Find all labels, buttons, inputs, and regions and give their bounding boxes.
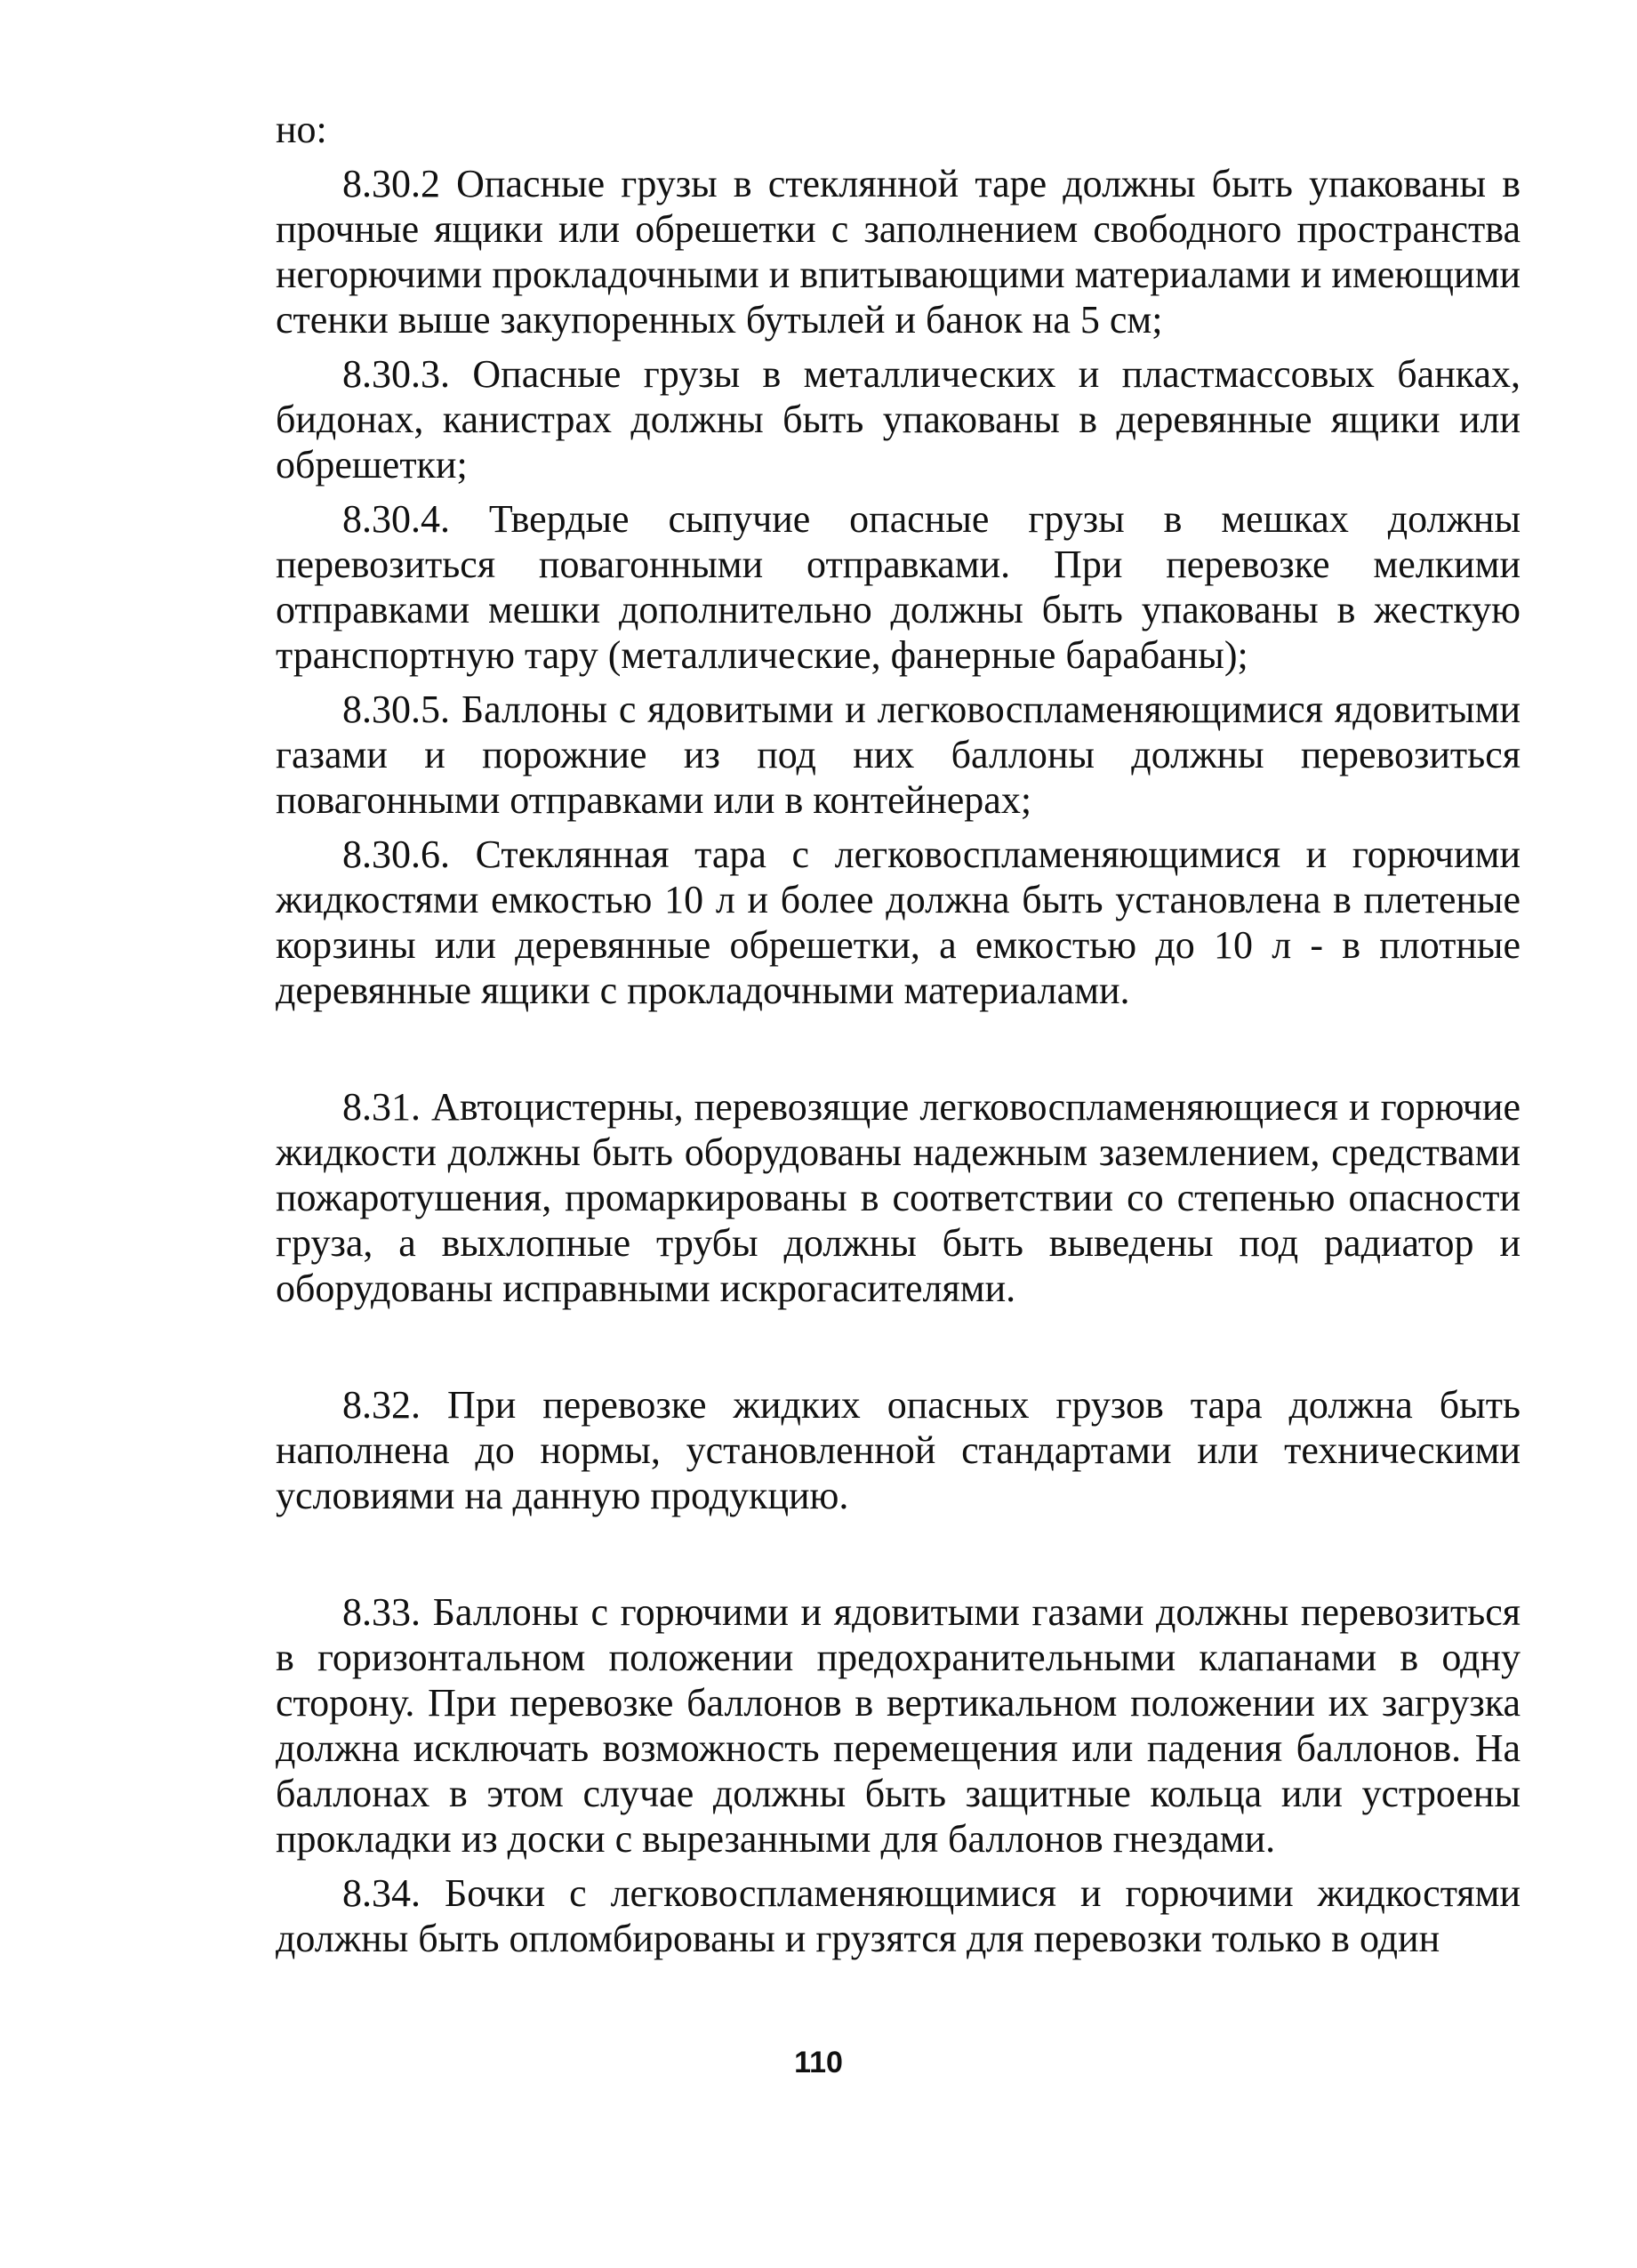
- paragraph-8-32: 8.32. При перевозке жидких опасных грузов тара должна быть наполнена до нормы, установленной стандартами или техническими условиями на данную продукцию.: [276, 1383, 1521, 1517]
- paragraph-8-34: 8.34. Бочки с легковоспламеняющимися и горючими жидкостями должны быть опломбированы и грузятся для перевозки только в один: [276, 1871, 1521, 1960]
- paragraph-8-30-6: 8.30.6. Стеклянная тара с легковоспламеняющимися и горючими жидкостями емкостью 10 л и более должна быть установлена в плетеные корзины или деревянные обрешетки, а емкостью до 10 л - в плотные деревянные ящики с прокладочными материалами.: [276, 832, 1521, 1012]
- paragraph-8-30-5: 8.30.5. Баллоны с ядовитыми и легковоспламеняющимися ядовитыми газами и порожние из под них баллоны должны перевозиться повагонными отправками или в контейнерах;: [276, 688, 1521, 822]
- paragraph-8-30-4: 8.30.4. Твердые сыпучие опасные грузы в мешках должны перевозиться повагонными отправками. При перевозке мелкими отправками мешки дополнительно должны быть упакованы в жесткую транспортную тару (металлические, фанерные барабаны);: [276, 497, 1521, 677]
- paragraph-8-30-2: 8.30.2 Опасные грузы в стеклянной таре должны быть упакованы в прочные ящики или обрешетки с заполнением свободного пространства негорючими прокладочными и впитывающими материалами и имеющими стенки выше закупоренных бутылей и банок на 5 см;: [276, 162, 1521, 342]
- paragraph-continuation: но:: [276, 108, 327, 151]
- paragraph-8-33: 8.33. Баллоны с горючими и ядовитыми газами должны перевозиться в горизонтальном положении предохранительными клапанами в одну сторону. При перевозке баллонов в вертикальном положении их загрузка должна исключать возможность перемещения или падения баллонов. На баллонах в этом случае должны быть защитные кольца или устроены прокладки из доски с вырезанными для баллонов гнездами.: [276, 1590, 1521, 1861]
- paragraph-8-31: 8.31. Автоцистерны, перевозящие легковоспламеняющиеся и горючие жидкости должны быть оборудованы надежным заземлением, средствами пожаротушения, промаркированы в соответствии со степенью опасности груза, а выхлопные трубы должны быть выведены под радиатор и оборудованы исправными искрогасителями.: [276, 1085, 1521, 1310]
- document-page: [276, 107, 1521, 1961]
- paragraph-8-30-3: 8.30.3. Опасные грузы в металлических и пластмассовых банках, бидонах, канистрах должны быть упакованы в деревянные ящики или обрешетки;: [276, 352, 1521, 487]
- page-number: 110: [794, 2046, 843, 2079]
